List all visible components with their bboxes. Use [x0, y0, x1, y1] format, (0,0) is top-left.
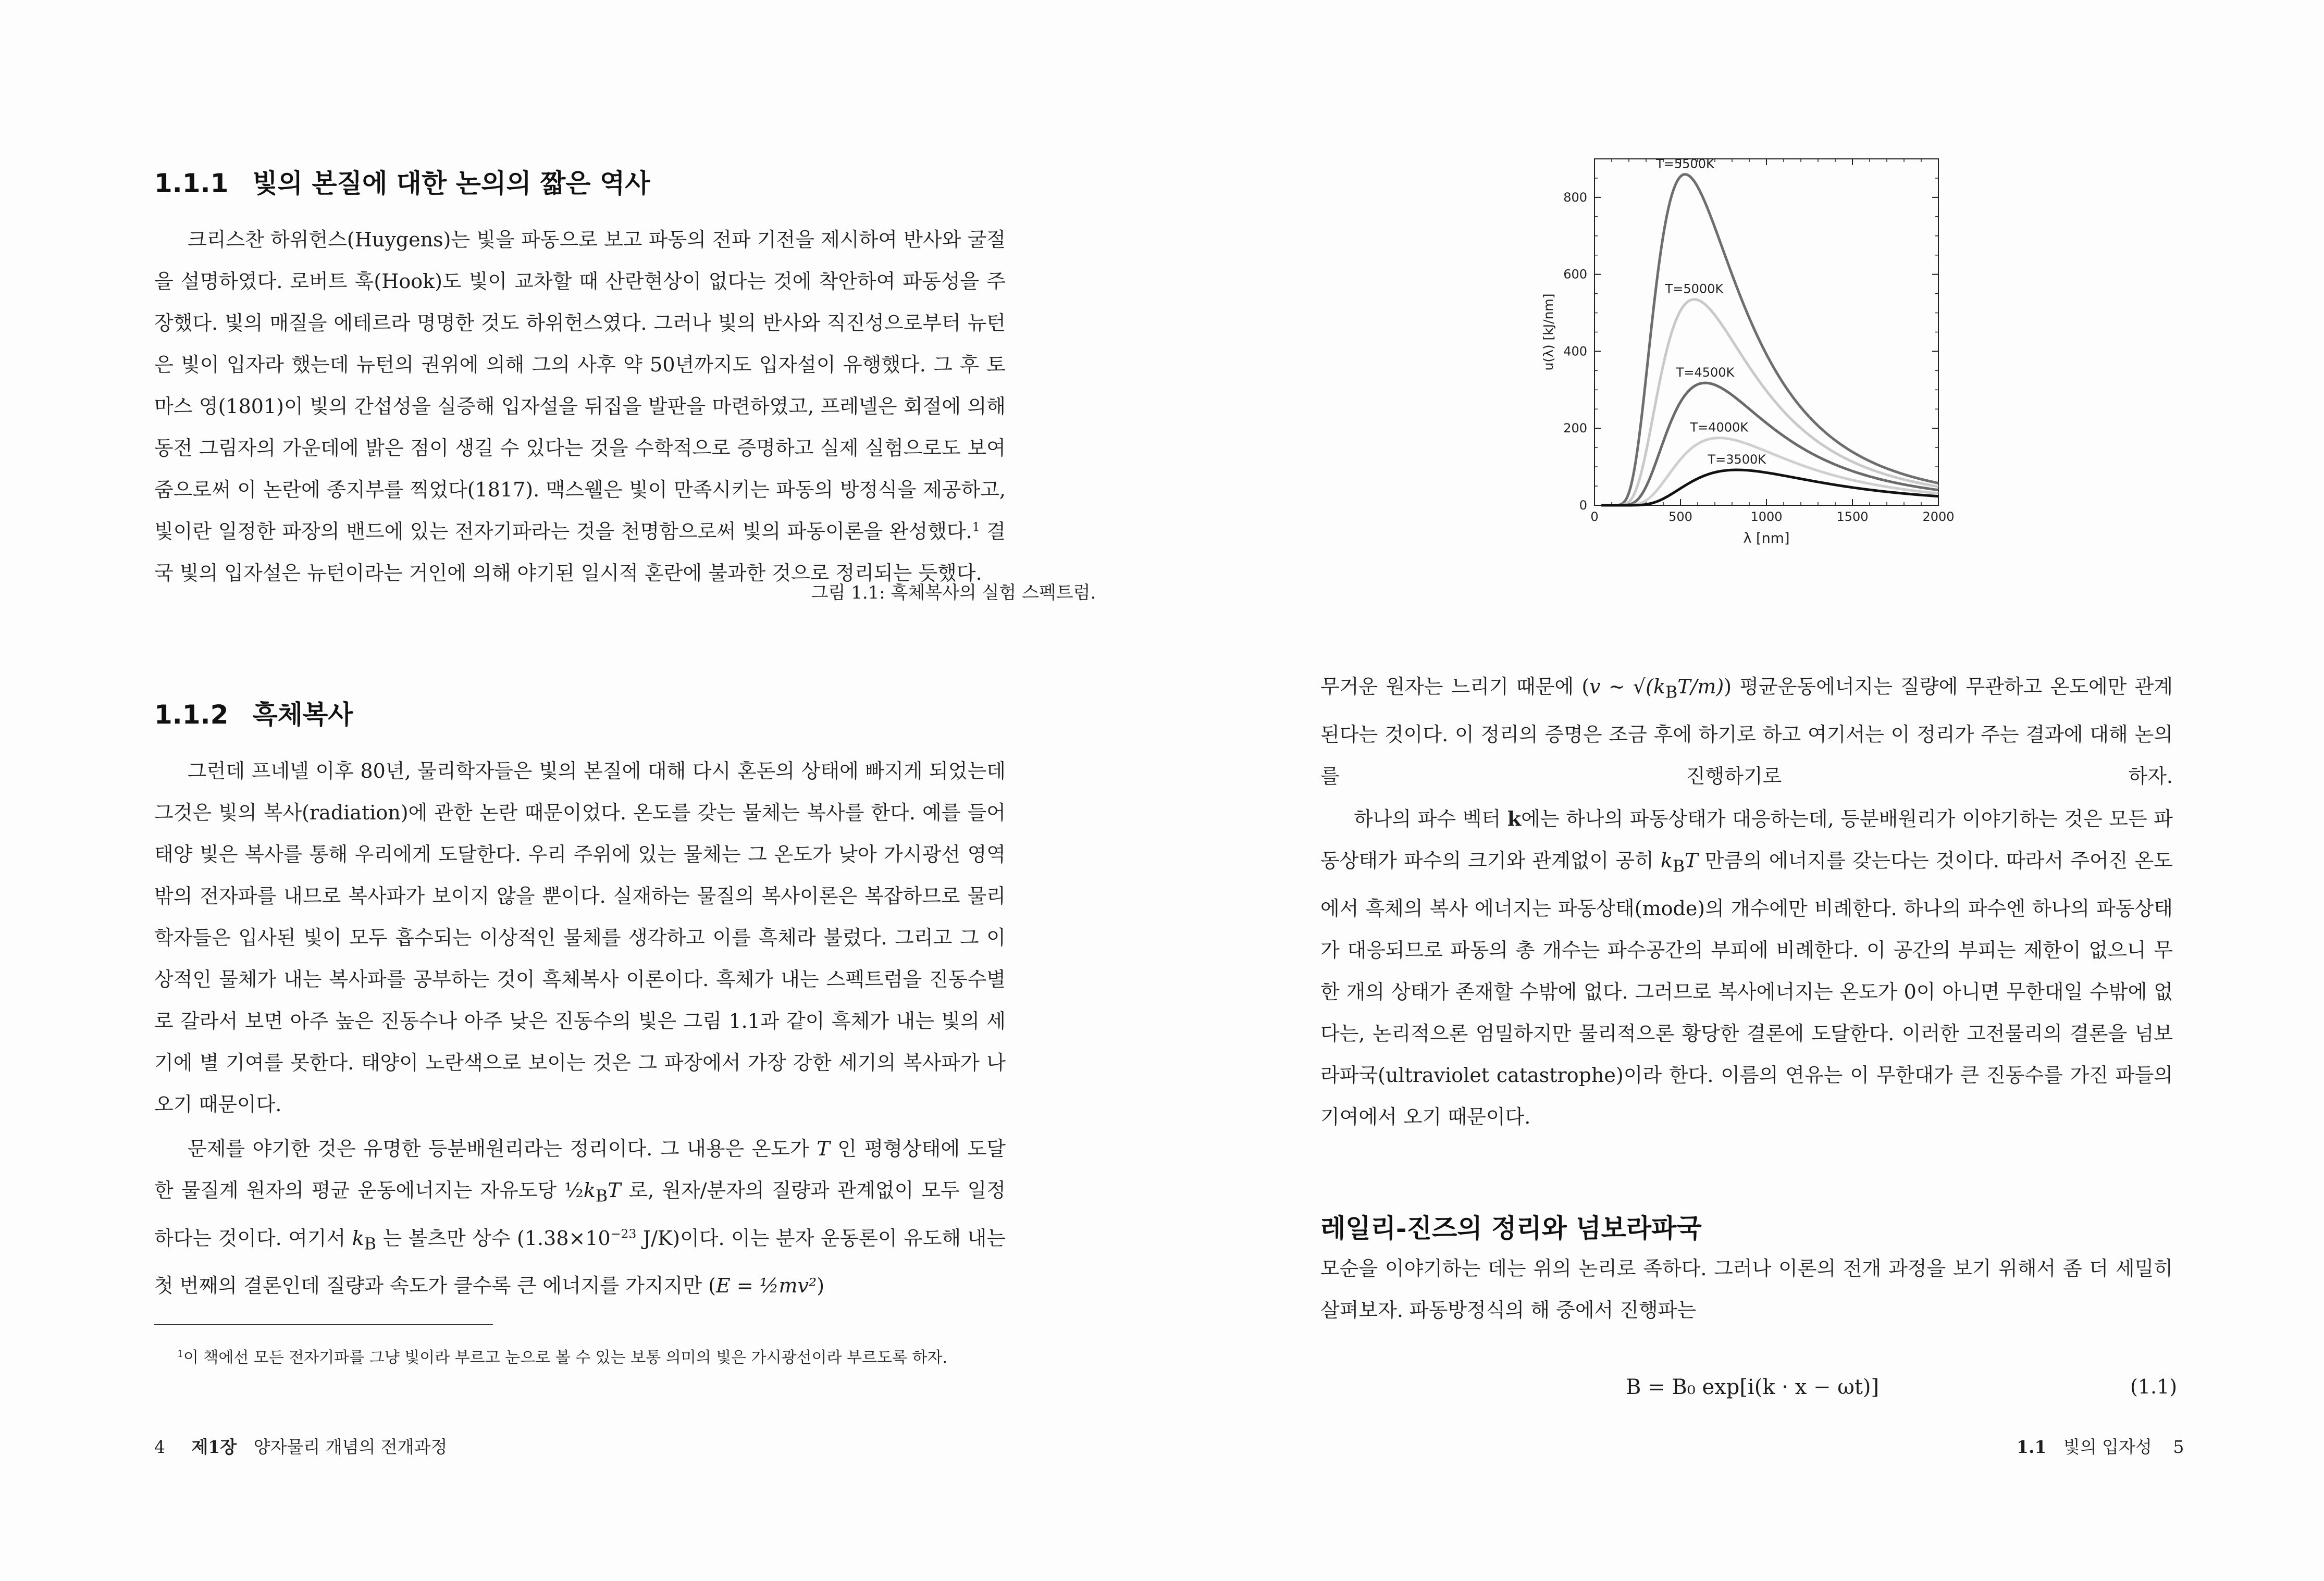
section-heading-1-1-2	[154, 694, 353, 731]
section-title: 빛의 본질에 대한 논의의 짧은 역사	[252, 168, 650, 198]
text-run: 는 볼츠만 상수 (1.38×10	[376, 1226, 611, 1250]
text-run: 인 평형상태에 도달한 물질계 원자의 평균 운동에너지는 자유도당	[154, 1137, 1006, 1202]
math-k-vector: k	[1507, 807, 1522, 830]
text-run: )	[817, 1274, 825, 1298]
footnote-marker[interactable]: 1	[972, 519, 980, 534]
math-T: T	[817, 1137, 830, 1160]
math-sub-B: B	[595, 1187, 608, 1206]
text-run: 무거운 원자는 느리기 때문에 (	[1320, 675, 1590, 698]
text-run: ) 평균운동에너지는 질량에 무관하고 온도에만 관계된다는 것이다. 이 정리의 증명은 조금 후에 하기로 하고 여기서는 이 정리가 주는 결과에 대해 논의를 진행하기로 하자.	[1320, 675, 2173, 788]
page-footer-right	[2017, 1434, 2184, 1458]
series-line-t-5500k	[1601, 175, 1938, 505]
footnote	[154, 1341, 1006, 1375]
section-heading-rayleigh-jeans: 레일리-진즈의 정리와 넘보라파국	[1320, 1213, 1702, 1243]
math-T: T	[608, 1179, 621, 1202]
footnote-rule	[154, 1324, 493, 1325]
text-run: 하나의 파수 벡터	[1354, 807, 1507, 830]
math-k: k	[352, 1226, 364, 1250]
y-tick-label: 400	[1563, 344, 1587, 359]
series-label: T=4000K	[1690, 420, 1749, 435]
paragraph-text: 크리스찬 하위헌스(Huygens)는 빛을 파동으로 보고 파동의 전파 기전을 제시하여 반사와 굴절을 설명하였다. 로버트 훅(Hook)도 빛이 교차할 때 산란현상이 없다는 것에 착안하여 파동성을 주장했다. 빛의 매질을 에테르라 명명한 것도 하위헌스였다. 그러나 빛의 반사와 직진성으로부터 뉴턴은 빛이 입자라 했는데 뉴턴의 권위에 의해 그의 사후 약 50년까지도 입자설이 유행했다. 그 후 토마스 영(1801)이 빛의 간섭성을 실증해 입자설을 뒤집을 발판을 마련하였고, 프레넬은 회절에 의해 동전 그림자의 가운데에 밝은 점이 생길 수 있다는 것을 수학적으로 증명하고 실제 실험으로도 보여줌으로써 이 논란에 종지부를 찍었다(1817). 맥스웰은 빛이 만족시키는 파동의 방정식을 제공하고, 빛이란 일정한 파장의 밴드에 있는 전자기파라는 것을 천명함으로써 빛의 파동이론을 완성했다.	[154, 228, 1006, 543]
blackbody-chart	[1527, 146, 1975, 546]
series-label: T=5000K	[1665, 281, 1724, 296]
x-tick-label: 0	[1590, 509, 1599, 524]
section-heading-1-1-1	[154, 163, 650, 200]
text-run: 만큼의 에너지를 갖는다는 것이다. 따라서 주어진 온도에서 흑체의 복사 에너지는 파동상태(mode)의 개수에만 비례한다. 하나의 파수엔 하나의 파동상태가 대응되므로 파동의 총 개수는 파수공간의 부피에 비례한다. 이 공간의 부피는 제한이 없으니 무한 개의 상태가 존재할 수밖에 없다. 그러므로 복사에너지는 온도가 0이 아니면 무한대일 수밖에 없다는, 논리적으론 엄밀하지만 물리적으론 황당한 결론에 도달한다. 이러한 고전물리의 결론을 넘보라파국(ultraviolet catastrophe)이라 한다. 이름의 연유는 이 무한대가 큰 진동수를 가진 파들의 기여에서 오기 때문이다.	[1320, 849, 2173, 1128]
math-velocity: v ∼ √(k	[1589, 675, 1665, 698]
series-label: T=3500K	[1708, 452, 1766, 467]
math-sub-B: B	[1672, 857, 1685, 876]
figure-caption-text: 흑체복사의 실험 스펙트럼.	[891, 582, 1096, 603]
section-title: 빛의 입자성	[2063, 1437, 2152, 1457]
y-tick-label: 600	[1563, 267, 1587, 282]
math-sub-B: B	[364, 1235, 377, 1254]
page-footer-left	[154, 1434, 447, 1458]
footnote-text: 이 책에선 모든 전자기파를 그냥 빛이라 부르고 눈으로 볼 수 있는 보통 의미의 빛은 가시광선이라 부르도록 하자.	[183, 1349, 948, 1367]
equation-1-1: B = B₀ exp[i(k · x − ωt)]	[1626, 1375, 1880, 1399]
equation-number: (1.1)	[2130, 1375, 2178, 1398]
text-run: 로, 원자/분자의 질량과 관계없이 모두 일정하다는 것이다. 여기서	[154, 1179, 1006, 1250]
y-axis-label: u(λ) [kJ/nm]	[1541, 293, 1556, 371]
y-tick-label: 800	[1563, 190, 1587, 205]
paragraph-blackbody: 그런데 프네넬 이후 80년, 물리학자들은 빛의 본질에 대해 다시 혼돈의 상태에 빠지게 되었는데 그것은 빛의 복사(radiation)에 관한 논란 때문이었다. 온도를 갖는 물체는 복사를 한다. 예를 들어 태양 빛은 복사를 통해 우리에게 도달한다. 우리 주위에 있는 물체는 그 온도가 낮아 가시광선 영역밖의 전자파를 내므로 복사파가 보이지 않을 뿐이다. 실재하는 물질의 복사이론은 복잡하므로 물리학자들은 입사된 빛이 모두 흡수되는 이상적인 물체를 생각하고 이를 흑체라 불렀다. 그리고 그 이상적인 물체가 내는 복사파를 공부하는 것이 흑체복사 이론이다. 흑체가 내는 스펙트럼을 진동수별로 갈라서 보면 아주 높은 진동수나 아주 낮은 진동수의 빛은 그림 1.1과 같이 흑체가 내는 빛의 세기에 별 기여를 못한다. 태양이 노란색으로 보이는 것은 그 파장에서 가장 강한 세기의 복사파가 나오기 때문이다.	[154, 760, 1006, 1116]
math-T: T	[1685, 849, 1698, 872]
section-title: 흑체복사	[252, 700, 353, 730]
y-tick-label: 0	[1579, 498, 1587, 513]
chapter-title: 양자물리 개념의 전개과정	[253, 1437, 448, 1457]
math-sub-B: B	[1665, 683, 1678, 702]
y-tick-label: 200	[1563, 421, 1587, 436]
math-k: k	[583, 1179, 596, 1202]
chapter-label: 제1장	[191, 1437, 237, 1457]
series-label: T=4500K	[1676, 365, 1735, 380]
figure-caption-label: 그림 1.1:	[811, 582, 885, 603]
text-run: 문제를 야기한 것은 유명한 등분배원리라는 정리이다. 그 내용은 온도가	[188, 1137, 817, 1160]
x-tick-label: 1000	[1750, 509, 1783, 524]
paragraph-rayleigh-jeans: 모순을 이야기하는 데는 위의 논리로 족하다. 그러나 이론의 전개 과정을 보기 위해서 좀 더 세밀히 살펴보자. 파동방정식의 해 중에서 진행파는	[1320, 1257, 2173, 1322]
math-T-over-m: T/m)	[1677, 675, 1724, 698]
paragraph-equipartition	[154, 1128, 1006, 1306]
paragraph-text-end: 결국 빛의 입자설은 뉴턴이라는 거인에 의해 야기된 일시적 혼란에 불과한 것으로 정리되는 듯했다.	[154, 520, 1006, 584]
x-axis-label: λ [nm]	[1743, 530, 1790, 546]
math-exponent: −23	[610, 1226, 637, 1241]
page-number: 5	[2173, 1437, 2184, 1457]
blackbody-figure	[1527, 146, 1975, 546]
footnote-mark: 1	[177, 1349, 183, 1360]
math-k: k	[1660, 849, 1673, 872]
section-number: 1.1.1	[154, 168, 229, 198]
section-label: 1.1	[2017, 1437, 2047, 1457]
text-run: J/K)이다. 이는 분자 운동론이 유도해 내는 첫 번째의 결론인데 질량과 속도가 클수록 큰 에너지를 가지지만 (	[154, 1226, 1006, 1298]
paragraph-heavy-atoms	[1320, 666, 2173, 797]
section-number: 1.1.2	[154, 700, 229, 730]
x-tick-label: 500	[1668, 509, 1692, 524]
series-label: T=5500K	[1656, 156, 1714, 171]
math-half: ½	[564, 1179, 584, 1202]
figure-caption	[0, 578, 1162, 604]
x-tick-label: 2000	[1922, 509, 1955, 524]
chart-series-group	[1601, 175, 1938, 505]
paragraph-history	[154, 219, 1006, 594]
paragraph-mode-counting	[1320, 798, 2173, 1138]
text-run: 에는 하나의 파동상태가 대응하는데, 등분배원리가 이야기하는 것은 모든 파동상태가 파수의 크기와 관계없이 공히	[1320, 807, 2173, 872]
x-tick-label: 1500	[1836, 509, 1869, 524]
math-energy: E = ½mv²	[715, 1274, 817, 1298]
page-number: 4	[154, 1437, 165, 1457]
